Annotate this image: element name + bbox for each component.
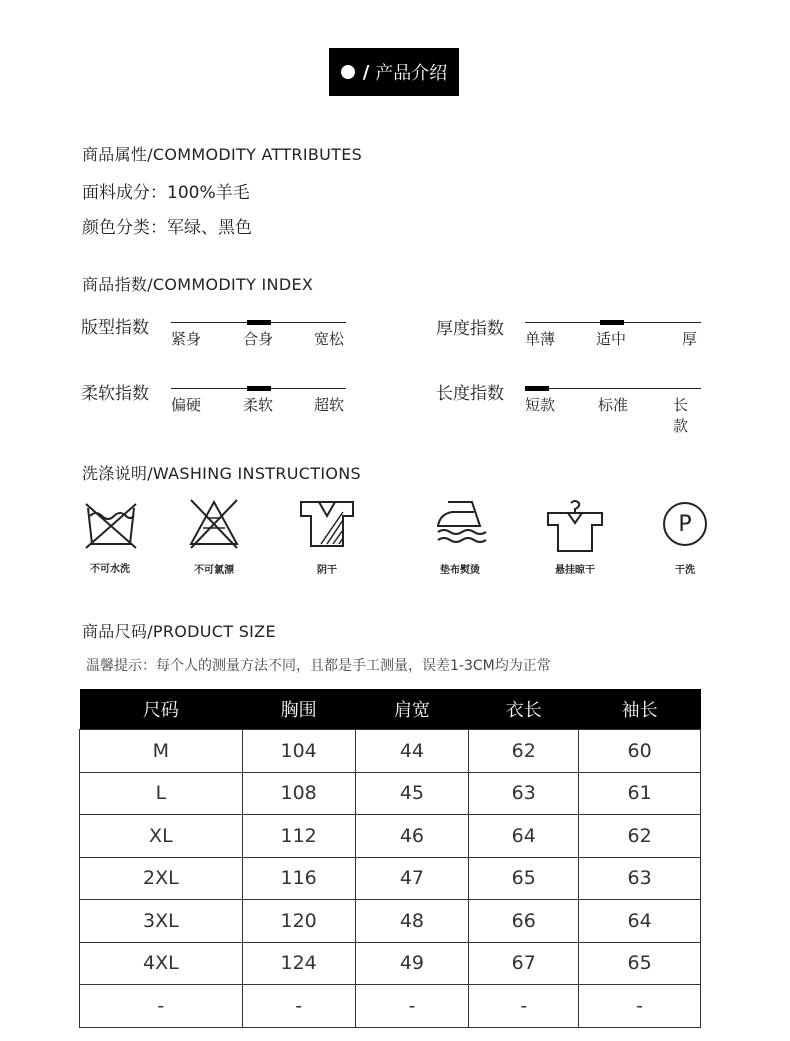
- table-cell: -: [355, 985, 469, 1028]
- column-header: 衣长: [469, 689, 579, 730]
- scale-tick: 偏硬: [171, 396, 202, 414]
- color-line: 颜色分类：军绿、黑色: [82, 218, 252, 238]
- title-slash: /: [362, 61, 370, 83]
- bullet-dot-icon: [341, 65, 355, 79]
- column-header: 肩宽: [355, 689, 469, 730]
- wash-caption: 干洗: [675, 565, 695, 576]
- scale-tick: 紧身: [171, 330, 202, 348]
- table-cell: 120: [242, 900, 355, 943]
- scale-marker: [247, 386, 271, 391]
- column-header: 胸围: [242, 689, 355, 730]
- no-wash-icon: [84, 500, 138, 550]
- scale-tick: 柔软: [243, 396, 274, 414]
- size-heading: 商品尺码/PRODUCT SIZE: [82, 622, 276, 641]
- scale-marker: [247, 320, 271, 325]
- table-cell: 45: [355, 772, 469, 815]
- page-title: 产品介绍: [375, 63, 448, 84]
- table-cell: 4XL: [80, 942, 243, 985]
- table-cell: 61: [579, 772, 701, 815]
- table-cell: XL: [80, 815, 243, 858]
- scale-tick: 标准: [598, 396, 629, 414]
- table-cell: 62: [579, 815, 701, 858]
- table-row: [80, 815, 701, 858]
- table-cell: 66: [469, 900, 579, 943]
- table-cell: 64: [579, 900, 701, 943]
- table-cell: 65: [469, 857, 579, 900]
- table-cell: -: [242, 985, 355, 1028]
- table-row: [80, 985, 701, 1028]
- table-cell: 64: [469, 815, 579, 858]
- table-cell: 3XL: [80, 900, 243, 943]
- table-cell: 48: [355, 900, 469, 943]
- size-tip: 温馨提示：每个人的测量方法不同，且都是手工测量，误差1-3CM均为正常: [86, 658, 551, 674]
- table-cell: 116: [242, 857, 355, 900]
- table-cell: 47: [355, 857, 469, 900]
- table-cell: 46: [355, 815, 469, 858]
- scale-tick: 宽松: [314, 330, 345, 348]
- washing-heading: 洗涤说明/WASHING INSTRUCTIONS: [82, 464, 361, 483]
- table-cell: L: [80, 772, 243, 815]
- scale-tick: 超软: [314, 396, 345, 414]
- scale-softness: [171, 380, 346, 414]
- table-cell: 49: [355, 942, 469, 985]
- table-cell: 67: [469, 942, 579, 985]
- scale-tick: 单薄: [525, 330, 556, 348]
- attributes-heading: 商品属性/COMMODITY ATTRIBUTES: [82, 145, 363, 164]
- shade-dry-icon: [299, 500, 355, 548]
- scale-tick: 长款: [673, 396, 689, 435]
- table-cell: -: [80, 985, 243, 1028]
- table-row: [80, 772, 701, 815]
- column-header: 尺码: [80, 689, 243, 730]
- table-cell: 2XL: [80, 857, 243, 900]
- table-cell: 124: [242, 942, 355, 985]
- scale-length: [525, 380, 701, 435]
- table-row: [80, 942, 701, 985]
- table-cell: 108: [242, 772, 355, 815]
- table-cell: 63: [579, 857, 701, 900]
- table-cell: 44: [355, 730, 469, 773]
- no-bleach-icon: [187, 498, 241, 550]
- scale-thickness: [525, 314, 701, 348]
- hang-dry-icon: [546, 497, 604, 555]
- table-cell: 65: [579, 942, 701, 985]
- table-cell: M: [80, 730, 243, 773]
- scale-label-length: 长度指数: [436, 384, 504, 404]
- scale-tick: 短款: [525, 396, 556, 414]
- table-header-row: [80, 689, 701, 730]
- fabric-line: 面料成分：100%羊毛: [82, 183, 250, 203]
- column-header: 袖长: [579, 689, 701, 730]
- table-row: [80, 857, 701, 900]
- table-cell: 104: [242, 730, 355, 773]
- scale-tick: 厚: [682, 330, 698, 348]
- scale-label-thickness: 厚度指数: [436, 319, 504, 339]
- scale-marker: [525, 386, 549, 391]
- wash-caption: 悬挂晾干: [555, 565, 595, 576]
- wash-caption: 阴干: [317, 565, 337, 576]
- scale-rail: [525, 388, 701, 389]
- scale-fit: [171, 314, 346, 348]
- scale-tick: 合身: [243, 330, 274, 348]
- wash-caption: 不可水洗: [90, 564, 130, 575]
- wash-caption: 不可氯漂: [194, 565, 234, 576]
- scale-marker: [600, 320, 624, 325]
- dry-clean-letter: P: [678, 511, 692, 537]
- table-cell: 63: [469, 772, 579, 815]
- table-cell: -: [469, 985, 579, 1028]
- table-cell: 112: [242, 815, 355, 858]
- iron-with-cloth-icon: [434, 498, 488, 546]
- section-title-banner: [329, 48, 459, 96]
- table-row: [80, 730, 701, 773]
- table-cell: -: [579, 985, 701, 1028]
- index-heading: 商品指数/COMMODITY INDEX: [82, 275, 314, 294]
- scale-tick: 适中: [596, 330, 627, 348]
- size-table: [79, 689, 701, 1028]
- wash-caption: 垫布熨烫: [440, 565, 480, 576]
- table-row: [80, 900, 701, 943]
- scale-label-softness: 柔软指数: [81, 384, 149, 404]
- table-cell: 60: [579, 730, 701, 773]
- scale-label-fit: 版型指数: [81, 318, 149, 338]
- table-cell: 62: [469, 730, 579, 773]
- dry-clean-icon: [663, 502, 707, 546]
